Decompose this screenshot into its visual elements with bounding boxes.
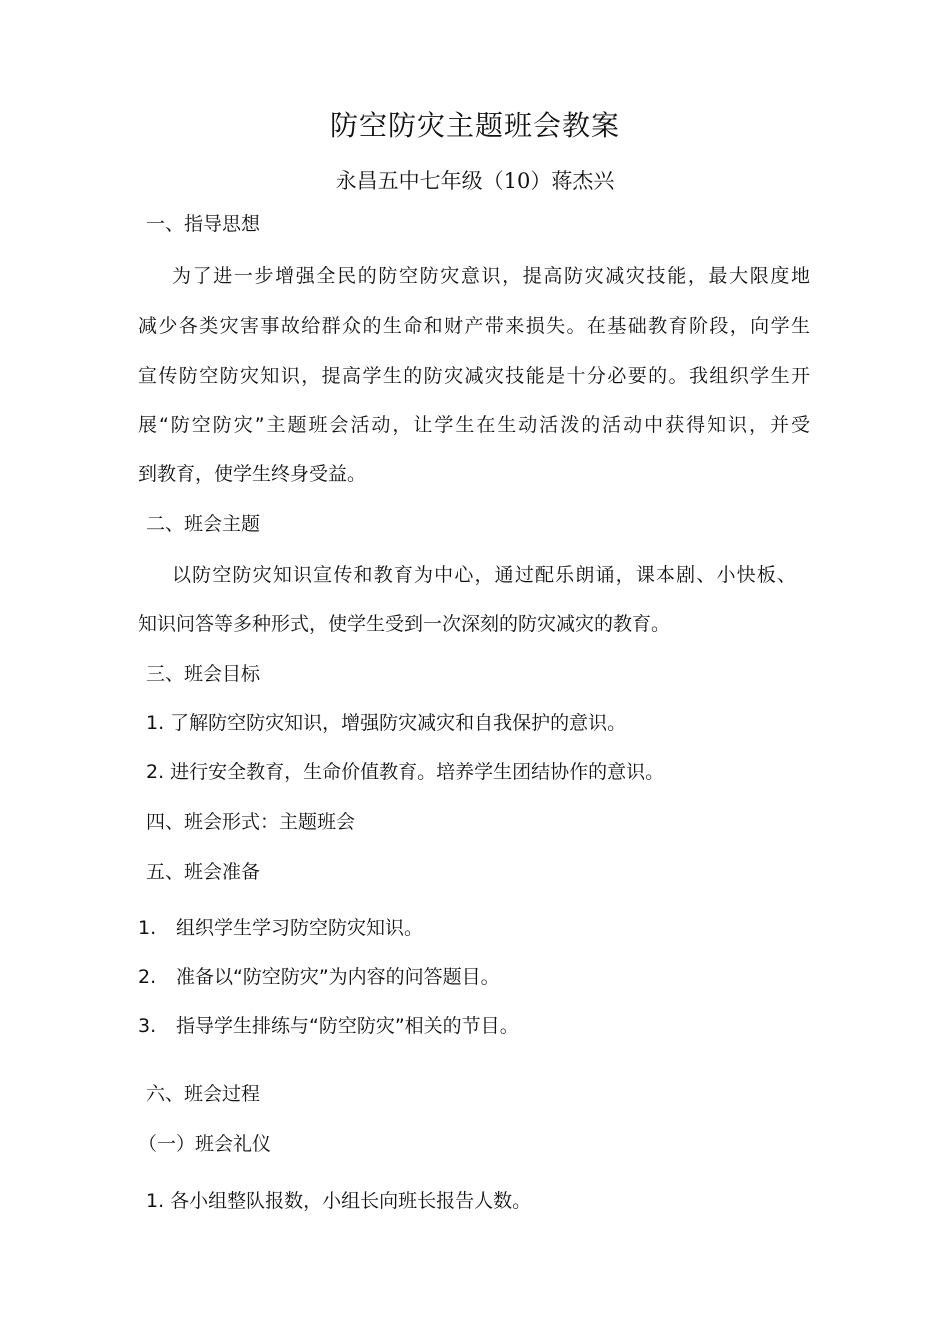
list-number: 3.	[138, 1015, 157, 1037]
paragraph-line: 宣传防空防灾知识，提高学生的防灾减灾技能是十分必要的。我组织学生开	[138, 365, 810, 387]
list-item: 指导学生排练与“防空防灾”相关的节目。	[176, 1015, 519, 1037]
document-subtitle: 永昌五中七年级（10）蒋杰兴	[335, 169, 615, 193]
list-item: 组织学生学习防空防灾知识。	[176, 917, 424, 939]
list-number: 1.	[138, 917, 157, 939]
section-heading-format: 四、班会形式：主题班会	[146, 811, 356, 833]
section-heading-process: 六、班会过程	[146, 1083, 261, 1105]
section-heading-goals: 三、班会目标	[146, 663, 261, 685]
sub-heading-ceremony: （一）班会礼仪	[138, 1133, 272, 1155]
paragraph-line: 为了进一步增强全民的防空防灾意识，提高防灾减灾技能，最大限度地	[172, 265, 810, 287]
section-heading-theme: 二、班会主题	[146, 513, 261, 535]
document-title: 防空防灾主题班会教案	[329, 109, 620, 142]
list-item: 1. 了解防空防灾知识，增强防灾减灾和自我保护的意识。	[146, 712, 627, 734]
paragraph-line: 知识问答等多种形式，使学生受到一次深刻的防灾减灾的教育。	[138, 613, 671, 635]
list-item: 1. 各小组整队报数，小组长向班长报告人数。	[146, 1190, 532, 1212]
list-item: 2. 进行安全教育，生命价值教育。培养学生团结协作的意识。	[146, 761, 665, 783]
paragraph-line: 减少各类灾害事故给群众的生命和财产带来损失。在基础教育阶段，向学生	[138, 315, 810, 337]
list-number: 2.	[138, 966, 157, 988]
list-item: 准备以“防空防灾”为内容的问答题目。	[176, 966, 500, 988]
section-heading-preparation: 五、班会准备	[146, 861, 261, 883]
section-heading-guiding-thought: 一、指导思想	[146, 213, 261, 235]
paragraph-line: 以防空防灾知识宣传和教育为中心，通过配乐朗诵，课本剧、小快板、	[172, 564, 796, 586]
paragraph-line: 到教育，使学生终身受益。	[138, 463, 367, 485]
paragraph-line: 展“防空防灾”主题班会活动，让学生在生动活泼的活动中获得知识，并受	[138, 414, 810, 436]
